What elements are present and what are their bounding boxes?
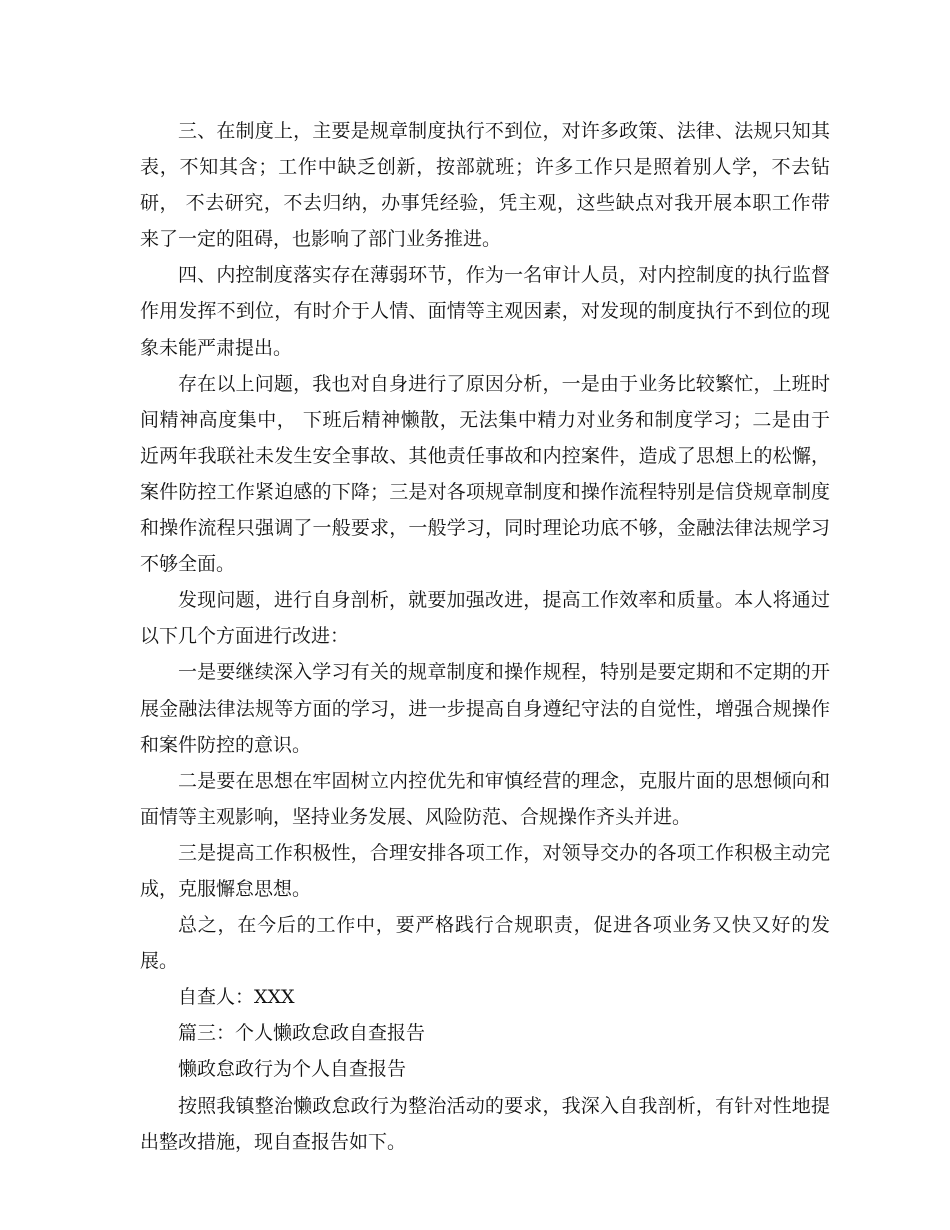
paragraph-internal-control: 四、内控制度落实存在薄弱环节，作为一名审计人员，对内控制度的执行监督作用发挥不到位，有时介于人情、面情等主观因素，对发现的制度执行不到位的现象未能严肃提出。 bbox=[140, 264, 830, 359]
paragraph-improvement-3: 三是提高工作积极性，合理安排各项工作，对领导交办的各项工作积极主动完成，克服懈怠思想。 bbox=[140, 841, 830, 900]
report-title: 懒政怠政行为个人自查报告 bbox=[178, 1058, 407, 1081]
paragraph-signature: 自查人：XXX bbox=[178, 986, 295, 1009]
paragraph-improvement-2: 二是要在思想在牢固树立内控优先和审慎经营的理念，克服片面的思想倾向和面情等主观影响，坚持业务发展、风险防范、合规操作齐头并进。 bbox=[140, 769, 830, 828]
section-heading: 篇三：个人懒政怠政自查报告 bbox=[178, 1022, 426, 1045]
paragraph-conclusion: 总之，在今后的工作中，要严格践行合规职责，促进各项业务又快又好的发展。 bbox=[140, 914, 830, 973]
paragraph-improvement-1: 一是要继续深入学习有关的规章制度和操作规程，特别是要定期和不定期的开展金融法律法规等方面的学习，进一步提高自身遵纪守法的自觉性，增强合规操作和案件防控的意识。 bbox=[140, 661, 830, 756]
paragraph-improvement-intro: 发现问题，进行自身剖析，就要加强改进，提高工作效率和质量。本人将通过以下几个方面进行改进： bbox=[140, 589, 830, 648]
paragraph-report-intro: 按照我镇整治懒政怠政行为整治活动的要求，我深入自我剖析，有针对性地提出整改措施，现自查报告如下。 bbox=[140, 1094, 830, 1153]
paragraph-cause-analysis: 存在以上问题，我也对自身进行了原因分析，一是由于业务比较繁忙，上班时间精神高度集中， 下班后精神懒散，无法集中精力对业务和制度学习；二是由于近两年我联社未发生安全事故、其他责任事故和内控案件，造成了思想上的松懈，案件防控工作紧迫感的下降；三是对各项规章制度和操作流程特别是信贷规章制度和操作流程只强调了一般要求，一般学习，同时理论功底不够，金融法律法规学习不够全面。 bbox=[140, 372, 830, 576]
document-body bbox=[140, 113, 830, 1160]
paragraph-institution-issues: 三、在制度上，主要是规章制度执行不到位，对许多政策、法律、法规只知其表，不知其含；工作中缺乏创新，按部就班；许多工作只是照着别人学，不去钻研， 不去研究，不去归纳，办事凭经验，凭主观，这些缺点对我开展本职工作带来了一定的阻碍，也影响了部门业务推进。 bbox=[140, 120, 830, 251]
